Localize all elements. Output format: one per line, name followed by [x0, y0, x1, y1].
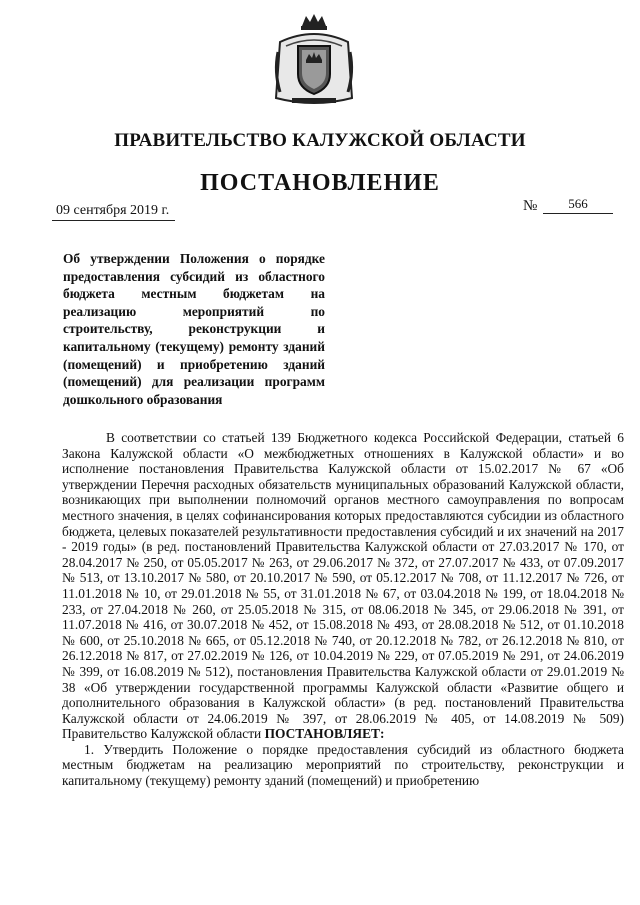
- document-number-label: №: [523, 198, 538, 214]
- government-name: ПРАВИТЕЛЬСТВО КАЛУЖСКОЙ ОБЛАСТИ: [114, 130, 526, 151]
- preamble-paragraph: [62, 430, 624, 742]
- resolution-item-1: 1. Утвердить Положение о порядке предоставления субсидий из областного бюджета местным бюджетам на реализацию мероприятий по строительству, реконструкции и капитальному (текущему) ремонту зданий (помещений) и приобретению: [62, 741, 624, 789]
- preamble-text: В соответствии со статьей 139 Бюджетного кодекса Российской Федерации, статьей 6 Закона Калужской области «О межбюджетных отношениях в Калужской области» и во исполнение постановления Правительства Калужской области от 15.02.2017 № 67 «Об утверждении Перечня расходных обязательств муниципальных образований Калужской области, возникающих при выполнении полномочий органов местного самоуправления по вопросам местного значения, в целях софинансирования которых предоставляются субсидии из областного бюджета, целевых показателей результативности предоставления субсидий и их значений на 2017 - 2019 годы» (в ред. постановлений Правительства Калужской области от 27.03.2017 № 170, от 28.04.2017 № 250, от 05.05.2017 № 263, от 29.06.2017 № 372, от 27.07.2017 № 433, от 07.09.2017 № 513, от 13.10.2017 № 580, от 20.10.2017 № 590, от 05.12.2017 № 708, от 11.12.2017 № 726, от 11.01.2018 № 10, от 29.01.2018 № 55, от 31.01.2018 № 67, от 03.04.2018 № 199, от 18.04.2018 № 233, от 27.04.2018 № 260, от 25.05.2018 № 315, от 08.06.2018 № 345, от 29.06.2018 № 391, от 11.07.2018 № 416, от 30.07.2018 № 452, от 15.08.2018 № 493, от 28.08.2018 № 512, от 01.10.2018 № 600, от 25.10.2018 № 665, от 05.12.2018 № 740, от 20.12.2018 № 782, от 26.12.2018 № 810, от 26.12.2018 № 817, от 27.02.2019 № 126, от 10.04.2019 № 229, от 07.05.2019 № 291, от 24.06.2019 № 399, от 16.08.2019 № 512), постановления Правительства Калужской области от 29.01.2019 № 38 «Об утверждении государственной программы Калужской области «Развитие общего и дополнительного образования в Калужской области» (в ред. постановлений Правительства Калужской области от 24.06.2019 № 397, от 28.06.2019 № 405, от 14.08.2019 № 509) Правительство Калужской области: [62, 430, 624, 742]
- document-body: [62, 430, 624, 789]
- document-date: 09 сентября 2019 г.: [52, 203, 175, 221]
- kaluga-coat-of-arms-icon: [272, 12, 356, 108]
- document-subject: Об утверждении Положения о порядке предоставления субсидий из областного бюджета местным бюджетам на реализацию мероприятий по строительству, реконструкции и капитальному (текущему) ремонту зданий (помещений) и приобретению зданий (помещений) для реализации программ дошкольного образования: [63, 251, 325, 407]
- resolves-keyword: ПОСТАНОВЛЯЕТ:: [264, 726, 385, 742]
- document-number: 566: [543, 196, 613, 214]
- document-type-title: ПОСТАНОВЛЕНИЕ: [200, 170, 440, 196]
